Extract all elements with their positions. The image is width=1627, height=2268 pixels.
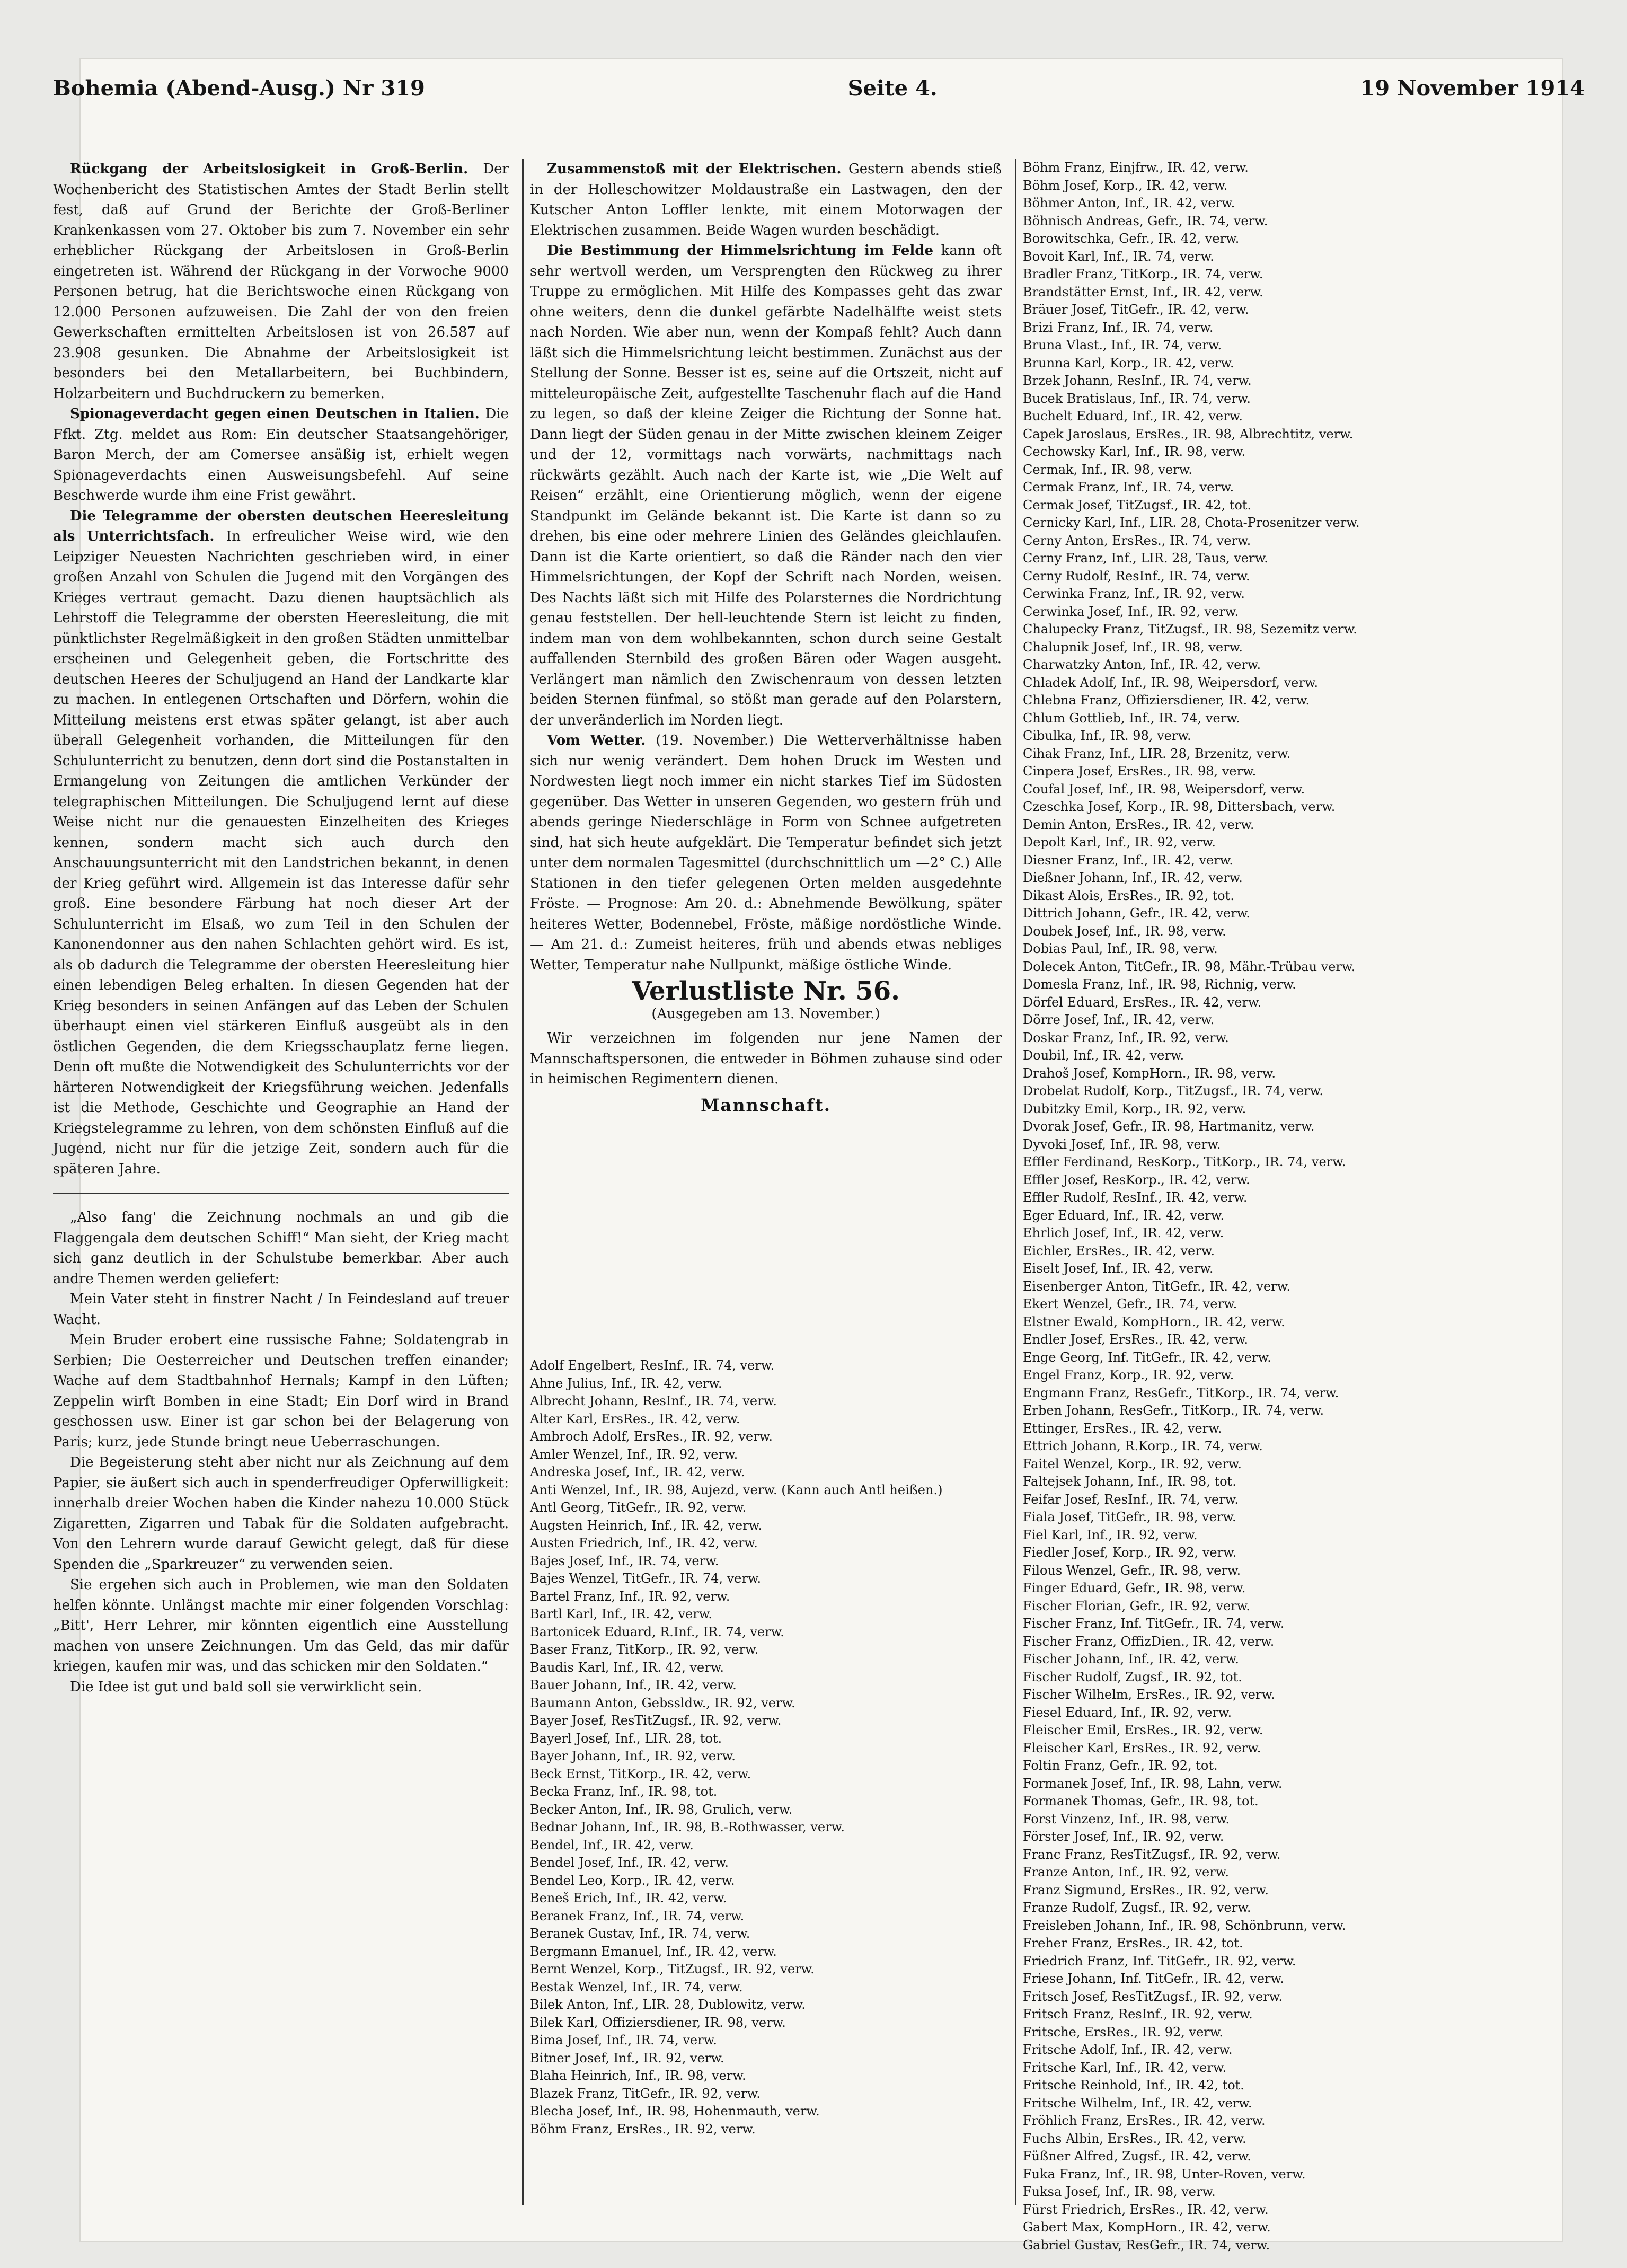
casualty-entry: Bradler Franz, TitKorp., IR. 74, verw. xyxy=(1023,267,1263,281)
column-divider xyxy=(522,159,524,2205)
casualty-entry: Cihak Franz, Inf., LIR. 28, Brzenitz, verw. xyxy=(1023,746,1291,761)
casualty-entry: Becker Anton, Inf., IR. 98, Grulich, verw. xyxy=(530,1802,793,1817)
casualty-entry: Fritsche Wilhelm, Inf., IR. 42, verw. xyxy=(1023,2095,1252,2111)
casualty-entry: Bajes Wenzel, TitGefr., IR. 74, verw. xyxy=(530,1571,762,1586)
casualty-entry: Cinpera Josef, ErsRes., IR. 98, verw. xyxy=(1023,764,1257,779)
casualty-entry: Dörfel Eduard, ErsRes., IR. 42, verw. xyxy=(1023,994,1262,1010)
casualty-entry: Ettrich Johann, R.Korp., IR. 74, verw. xyxy=(1023,1439,1263,1453)
casualty-entry: Capek Jaroslaus, ErsRes., IR. 98, Albrechtitz, verw. xyxy=(1023,426,1354,442)
casualty-entry: Dörre Josef, Inf., IR. 42, verw. xyxy=(1023,1012,1215,1027)
casualty-entry: Gabert Max, KompHorn., IR. 42, verw. xyxy=(1023,2220,1271,2235)
casualty-entry: Beneš Erich, Inf., IR. 42, verw. xyxy=(530,1891,727,1905)
casualty-entry: Faitel Wenzel, Korp., IR. 92, verw. xyxy=(1023,1456,1242,1471)
article-text: Mein Bruder erobert eine russische Fahne; Soldatengrab in Serbien; Die Oesterreicher und Deutschen treffen einander; Wache auf dem Stadtbahnhof Hernals; Kampf in den Lüften; Zeppelin wirft Bomben in eine Stadt; Ein Dorf wird in Brand geschossen usw. Einer ist gar schon bei der Belagerung von Paris; kurz, jede Stunde bringt neue Ueberraschungen. xyxy=(53,1332,509,1450)
casualty-entry: Becka Franz, Inf., IR. 98, tot. xyxy=(530,1784,718,1799)
casualty-entry: Adolf Engelbert, ResInf., IR. 74, verw. xyxy=(530,1358,775,1373)
column-1 xyxy=(53,159,509,2204)
casualty-entry: Fiel Karl, Inf., IR. 92, verw. xyxy=(1023,1527,1198,1542)
casualty-entry: Brunna Karl, Korp., IR. 42, verw. xyxy=(1023,355,1234,370)
casualty-entry: Buchelt Eduard, Inf., IR. 42, verw. xyxy=(1023,409,1243,423)
casualty-entry: Cibulka, Inf., IR. 98, verw. xyxy=(1023,728,1191,743)
casualty-entry: Fleischer Karl, ErsRes., IR. 92, verw. xyxy=(1023,1740,1261,1755)
casualty-entry: Bendel, Inf., IR. 42, verw. xyxy=(530,1837,694,1852)
casualty-entry: Cerwinka Josef, Inf., IR. 92, verw. xyxy=(1023,604,1239,619)
casualty-entry: Beranek Franz, Inf., IR. 74, verw. xyxy=(530,1908,745,1923)
casualty-entry: Effler Ferdinand, ResKorp., TitKorp., IR. 74, verw. xyxy=(1023,1154,1346,1169)
casualty-entry: Amler Wenzel, Inf., IR. 92, verw. xyxy=(530,1446,738,1462)
casualty-entry: Gabriel Gustav, ResGefr., IR. 74, verw. xyxy=(1023,2237,1270,2253)
casualty-entry: Bitner Josef, Inf., IR. 92, verw. xyxy=(530,2050,724,2066)
casualty-entry: Franz Sigmund, ErsRes., IR. 92, verw. xyxy=(1023,1882,1269,1898)
casualty-entry: Chladek Adolf, Inf., IR. 98, Weipersdorf, verw. xyxy=(1023,675,1319,690)
casualty-list-b xyxy=(1023,159,1468,2253)
article-paragraph xyxy=(530,730,1002,975)
casualty-entry: Beck Ernst, TitKorp., IR. 42, verw. xyxy=(530,1766,751,1781)
casualty-entry: Franze Rudolf, Zugsf., IR. 92, verw. xyxy=(1023,1900,1251,1915)
casualty-entry: Fiedler Josef, Korp., IR. 92, verw. xyxy=(1023,1545,1237,1560)
casualty-entry: Erben Johann, ResGefr., TitKorp., IR. 74, verw. xyxy=(1023,1403,1324,1418)
casualty-entry: Domesla Franz, Inf., IR. 98, Richnig, verw. xyxy=(1023,977,1296,992)
casualty-entry: Bruna Vlast., Inf., IR. 74, verw. xyxy=(1023,338,1222,352)
casualty-entry: Drobelat Rudolf, Korp., TitZugsf., IR. 74, verw. xyxy=(1023,1083,1323,1098)
casualty-list-a xyxy=(530,1357,1002,2205)
casualty-entry: Dubitzky Emil, Korp., IR. 92, verw. xyxy=(1023,1101,1246,1116)
article-text: Die Begeisterung steht aber nicht nur als Zeichnung auf dem Papier, sie äußert sich auch in spenderfreudiger Opferwilligkeit: innerhalb dreier Wochen haben die Kinder nahezu 10.000 Stück Zigaretten, Zigarren und Tabak für die Soldaten aufgebracht. Von den Lehrern wurde darauf Gewicht gelegt, daß für diese Spenden die „Sparkreuzer“ zu verwenden seien. xyxy=(53,1454,509,1573)
casualty-entry: Cermak, Inf., IR. 98, verw. xyxy=(1023,462,1192,477)
casualty-entry: Anti Wenzel, Inf., IR. 98, Aujezd, verw. (Kann auch Antl heißen.) xyxy=(530,1482,943,1497)
casualty-entry: Blazek Franz, TitGefr., IR. 92, verw. xyxy=(530,2086,761,2101)
casualty-entry: Bayer Johann, Inf., IR. 92, verw. xyxy=(530,1749,736,1763)
casualty-entry: Baser Franz, TitKorp., IR. 92, verw. xyxy=(530,1642,759,1657)
casualty-entry: Fischer Wilhelm, ErsRes., IR. 92, verw. xyxy=(1023,1687,1275,1702)
article-paragraph xyxy=(530,241,1002,730)
header-right: 19 November 1914 xyxy=(1360,76,1585,101)
casualty-entry: Ahne Julius, Inf., IR. 42, verw. xyxy=(530,1375,722,1391)
casualty-entry: Filous Wenzel, Gefr., IR. 98, verw. xyxy=(1023,1563,1241,1578)
casualty-entry: Bartonicek Eduard, R.Inf., IR. 74, verw. xyxy=(530,1624,784,1639)
casualty-entry: Andreska Josef, Inf., IR. 42, verw. xyxy=(530,1464,745,1479)
casualty-entry: Fürst Friedrich, ErsRes., IR. 42, verw. xyxy=(1023,2202,1269,2217)
article-paragraph xyxy=(530,159,1002,241)
article-headline: Rückgang der Arbeitslosigkeit in Groß-Berlin. xyxy=(70,161,483,177)
article-paragraph xyxy=(53,404,509,506)
casualty-entry: Blecha Josef, Inf., IR. 98, Hohenmauth, verw. xyxy=(530,2104,820,2119)
column-2 xyxy=(530,159,1002,973)
casualty-entry: Bergmann Emanuel, Inf., IR. 42, verw. xyxy=(530,1944,777,1959)
casualty-entry: Fischer Franz, Inf. TitGefr., IR. 74, verw. xyxy=(1023,1616,1285,1631)
casualty-entry: Friese Johann, Inf. TitGefr., IR. 42, verw. xyxy=(1023,1971,1284,1986)
casualty-entry: Fischer Franz, OffizDien., IR. 42, verw. xyxy=(1023,1634,1275,1649)
casualty-entry: Ambroch Adolf, ErsRes., IR. 92, verw. xyxy=(530,1429,773,1444)
casualty-entry: Feifar Josef, ResInf., IR. 74, verw. xyxy=(1023,1492,1239,1507)
article-text: In erfreulicher Weise wird, wie den Leipziger Neuesten Nachrichten geschrieben wird, in einer großen Anzahl von Schulen die Jugend mit den Vorgängen des Krieges vertraut gemacht. Dazu dienen hauptsächlich als Lehrstoff die Telegramme der obersten Heeresleitung, die mit pünktlichster Regelmäßigkeit in den großen Städten unmittelbar erscheinen und Gelegenheit geben, die Fortschritte des deutschen Heeres der Schuljugend an Hand der Landkarte klar zu machen. In entlegenen Ortschaften und Dörfern, wohin die Mitteilung meistens erst etwas später gelangt, ist aber auch überall Gelegenheit vorhanden, die Mitteilungen für den Schulunterricht zu benutzen, denn dort sind die Postanstalten in Ermangelung von Zeitungen die amtlichen Verkünder der telegraphischen Mitteilungen. Die Schuljugend lernt auf diese Weise nicht nur die genauesten Einzelheiten des Krieges kennen, sondern macht sich auch durch den Anschauungsunterricht mit den Landstrichen bekannt, in denen der Krieg geführt wird. Allgemein ist das Interesse dafür sehr groß. Eine besondere Färbung hat noch dieser Art der Schulunterricht im Elsaß, wo zum Teil in den Schulen der Kanonendonner aus den nahen Schlachten gehört wird. Es ist, als ob dadurch die Telegramme der obersten Heeresleitung hier einen lebendigen Beleg erhalten. In diesen Gegenden hat der Krieg besonders in seinen Anfängen auf das Leben der Schulen überhaupt einen viel stärkeren Einfluß ausgeübt als in den östlichen Gegenden, die dem Kriegsschauplatz ferne liegen. Denn oft mußte die Notwendigkeit des Schulunterrichts vor der härteren Notwendigkeit der Kriegsführung weichen. Jedenfalls ist die Methode, Geschichte und Geographie an Hand der Kriegstelegramme zu lehren, von dem schönsten Einfluß auf die Jugend, nicht nur für die jetzige Zeit, sondern auch für die späteren Jahre. xyxy=(53,528,509,1177)
article-paragraph xyxy=(53,1575,509,1677)
casualty-entry: Fleischer Emil, ErsRes., IR. 92, verw. xyxy=(1023,1723,1263,1737)
casualty-entry: Böhm Franz, ErsRes., IR. 92, verw. xyxy=(530,2121,756,2137)
article-text: Mein Vater steht in finstrer Nacht / In Feindesland auf treuer Wacht. xyxy=(53,1291,509,1328)
casualty-entry: Formanek Thomas, Gefr., IR. 98, tot. xyxy=(1023,1794,1259,1808)
casualty-entry: Baudis Karl, Inf., IR. 42, verw. xyxy=(530,1660,724,1675)
casualty-entry: Fritsche Adolf, Inf., IR. 42, verw. xyxy=(1023,2042,1233,2057)
article-headline: Vom Wetter. xyxy=(547,733,656,748)
casualty-entry: Bima Josef, Inf., IR. 74, verw. xyxy=(530,2033,717,2048)
casualty-entry: Fritsche Karl, Inf., IR. 42, verw. xyxy=(1023,2060,1227,2075)
article-text: Die Idee ist gut und bald soll sie verwirklicht sein. xyxy=(70,1679,422,1695)
casualty-entry: Cerny Rudolf, ResInf., IR. 74, verw. xyxy=(1023,568,1250,584)
casualty-entry: Chlum Gottlieb, Inf., IR. 74, verw. xyxy=(1023,710,1240,726)
article-headline: Die Bestimmung der Himmelsrichtung im Felde xyxy=(547,243,941,259)
casualty-entry: Effler Josef, ResKorp., IR. 42, verw. xyxy=(1023,1172,1250,1187)
casualty-entry: Demin Anton, ErsRes., IR. 42, verw. xyxy=(1023,817,1254,832)
casualty-entry: Brzek Johann, ResInf., IR. 74, verw. xyxy=(1023,373,1252,388)
casualty-entry: Förster Josef, Inf., IR. 92, verw. xyxy=(1023,1829,1224,1844)
casualty-entry: Cermak Josef, TitZugsf., IR. 42, tot. xyxy=(1023,497,1252,513)
article-paragraph xyxy=(53,1289,509,1330)
casualty-entry: Füßner Alfred, Zugsf., IR. 42, verw. xyxy=(1023,2149,1251,2164)
article-text: Der Wochenbericht des Statistischen Amtes der Stadt Berlin stellt fest, daß auf Grund der Berichte der Groß-Berliner Krankenkassen vom 27. Oktober bis zum 7. November ein sehr erheblicher Rückgang der Arbeitslosen in Groß-Berlin eingetreten ist. Während der Rückgang in der Vorwoche 9000 Personen betrug, hat die Berichtswoche einen Rückgang von 12.000 Personen aufzuweisen. Die Zahl der von den freien Gewerkschaften ermittelten Arbeitslosen ist von 26.587 auf 23.908 gesunken. Die Abnahme der Arbeitslosigkeit ist besonders bei den Metallarbeitern, bei Buchbindern, Holzarbeitern und Buchdruckern zu bemerken. xyxy=(53,161,509,402)
casualty-entry: Coufal Josef, Inf., IR. 98, Weipersdorf, verw. xyxy=(1023,781,1305,797)
casualty-entry: Fuksa Josef, Inf., IR. 98, verw. xyxy=(1023,2184,1216,2199)
article-text: „Also fang' die Zeichnung nochmals an und gib die Flaggengala dem deutschen Schiff!“ Man sieht, der Krieg macht sich ganz deutlich in der Schulstube bemerkbar. Aber auch andre Themen werden geliefert: xyxy=(53,1210,509,1287)
article-headline: Die Telegramme der obersten deutschen Heeresleitung als Unterrichtsfach. xyxy=(53,508,509,544)
casualty-entry: Bartl Karl, Inf., IR. 42, verw. xyxy=(530,1607,713,1621)
casualty-entry: Doskar Franz, Inf., IR. 92, verw. xyxy=(1023,1030,1229,1045)
casualty-entry: Bilek Anton, Inf., LIR. 28, Dublowitz, verw. xyxy=(530,1997,806,2012)
casualty-entry: Antl Georg, TitGefr., IR. 92, verw. xyxy=(530,1500,747,1515)
casualty-entry: Ekert Wenzel, Gefr., IR. 74, verw. xyxy=(1023,1296,1237,1311)
casualty-entry: Chalupnik Josef, Inf., IR. 98, verw. xyxy=(1023,639,1243,655)
casualty-entry: Bestak Wenzel, Inf., IR. 74, verw. xyxy=(530,1979,743,1995)
casualty-entry: Bajes Josef, Inf., IR. 74, verw. xyxy=(530,1553,719,1568)
casualty-entry: Fuka Franz, Inf., IR. 98, Unter-Roven, verw. xyxy=(1023,2166,1306,2182)
verlustliste xyxy=(530,973,1002,1349)
casualty-entry: Diesner Franz, Inf., IR. 42, verw. xyxy=(1023,852,1234,868)
casualty-entry: Fuchs Albin, ErsRes., IR. 42, verw. xyxy=(1023,2131,1246,2146)
casualty-entry: Drahoš Josef, KompHorn., IR. 98, verw. xyxy=(1023,1065,1276,1081)
casualty-entry: Böhm Franz, Einjfrw., IR. 42, verw. xyxy=(1023,160,1249,175)
casualty-entry: Endler Josef, ErsRes., IR. 42, verw. xyxy=(1023,1332,1249,1347)
casualty-entry: Brandstätter Ernst, Inf., IR. 42, verw. xyxy=(1023,284,1263,299)
casualty-entry: Franze Anton, Inf., IR. 92, verw. xyxy=(1023,1865,1229,1879)
article-text: Die Ffkt. Ztg. meldet aus Rom: Ein deutscher Staatsangehöriger, Baron Merch, der am Comersee ansäßig ist, erhielt wegen Spionageverdachts einen Ausweisungsbefehl. Auf seine Beschwerde wurde ihm eine Frist gewährt. xyxy=(53,406,509,504)
casualty-entry: Dikast Alois, ErsRes., IR. 92, tot. xyxy=(1023,888,1234,903)
casualty-entry: Charwatzky Anton, Inf., IR. 42, verw. xyxy=(1023,657,1261,672)
article-text: Gestern abends stieß in der Holleschowitzer Moldaustraße ein Lastwagen, den der Kutscher Anton Loffler lenkte, mit einem Motorwagen der Elektrischen zusammen. Beide Wagen wurden beschädigt. xyxy=(530,161,1002,239)
casualty-entry: Franc Franz, ResTitZugsf., IR. 92, verw. xyxy=(1023,1847,1281,1862)
casualty-entry: Faltejsek Johann, Inf., IR. 98, tot. xyxy=(1023,1474,1236,1489)
casualty-entry: Cerwinka Franz, Inf., IR. 92, verw. xyxy=(1023,586,1245,601)
section-heading: Mannschaft. xyxy=(701,1095,831,1115)
casualty-entry: Ehrlich Josef, Inf., IR. 42, verw. xyxy=(1023,1225,1224,1240)
casualty-entry: Borowitschka, Gefr., IR. 42, verw. xyxy=(1023,231,1240,246)
article-paragraph xyxy=(53,1677,509,1698)
casualty-entry: Fischer Johann, Inf., IR. 42, verw. xyxy=(1023,1652,1239,1666)
casualty-entry: Doubil, Inf., IR. 42, verw. xyxy=(1023,1048,1184,1063)
casualty-entry: Fritsche, ErsRes., IR. 92, verw. xyxy=(1023,2024,1224,2040)
separator-rule xyxy=(53,1193,509,1194)
casualty-entry: Bednar Johann, Inf., IR. 98, B.-Rothwasser, verw. xyxy=(530,1820,845,1834)
casualty-entry: Dvorak Josef, Gefr., IR. 98, Hartmanitz, verw. xyxy=(1023,1119,1315,1134)
casualty-entry: Beranek Gustav, Inf., IR. 74, verw. xyxy=(530,1926,750,1941)
header-center: Seite 4. xyxy=(847,76,938,101)
casualty-entry: Freher Franz, ErsRes., IR. 42, tot. xyxy=(1023,1936,1243,1951)
casualty-entry: Freisleben Johann, Inf., IR. 98, Schönbrunn, verw. xyxy=(1023,1918,1346,1933)
casualty-entry: Eisenberger Anton, TitGefr., IR. 42, verw. xyxy=(1023,1278,1290,1294)
casualty-entry: Cerny Franz, Inf., LIR. 28, Taus, verw. xyxy=(1023,551,1268,566)
casualty-entry: Forst Vinzenz, Inf., IR. 98, verw. xyxy=(1023,1811,1230,1826)
casualty-entry: Engel Franz, Korp., IR. 92, verw. xyxy=(1023,1367,1234,1382)
casualty-entry: Dittrich Johann, Gefr., IR. 42, verw. xyxy=(1023,906,1251,921)
casualty-entry: Blaha Heinrich, Inf., IR. 98, verw. xyxy=(530,2068,746,2083)
casualty-entry: Cernicky Karl, Inf., LIR. 28, Chota-Prosenitzer verw. xyxy=(1023,515,1360,530)
casualty-entry: Austen Friedrich, Inf., IR. 42, verw. xyxy=(530,1535,758,1550)
casualty-entry: Fischer Rudolf, Zugsf., IR. 92, tot. xyxy=(1023,1669,1242,1684)
casualty-entry: Elstner Ewald, KompHorn., IR. 42, verw. xyxy=(1023,1314,1285,1329)
casualty-entry: Czeschka Josef, Korp., IR. 98, Dittersbach, verw. xyxy=(1023,799,1336,814)
casualty-entry: Fritsch Josef, ResTitZugsf., IR. 92, verw. xyxy=(1023,1989,1283,2004)
casualty-entry: Bauer Johann, Inf., IR. 42, verw. xyxy=(530,1678,737,1692)
casualty-entry: Bucek Bratislaus, Inf., IR. 74, verw. xyxy=(1023,391,1251,406)
casualty-entry: Bayer Josef, ResTitZugsf., IR. 92, verw. xyxy=(530,1713,782,1728)
casualty-entry: Eiselt Josef, Inf., IR. 42, verw. xyxy=(1023,1261,1214,1276)
casualty-entry: Fiala Josef, TitGefr., IR. 98, verw. xyxy=(1023,1510,1236,1524)
article-paragraph xyxy=(53,1330,509,1452)
casualty-entry: Cermak Franz, Inf., IR. 74, verw. xyxy=(1023,480,1234,495)
casualty-entry: Chlebna Franz, Offiziersdiener, IR. 42, verw. xyxy=(1023,693,1310,708)
casualty-entry: Bayerl Josef, Inf., LIR. 28, tot. xyxy=(530,1731,722,1746)
casualty-entry: Doubek Josef, Inf., IR. 98, verw. xyxy=(1023,923,1226,939)
casualty-entry: Böhnisch Andreas, Gefr., IR. 74, verw. xyxy=(1023,213,1268,228)
casualty-entry: Fischer Florian, Gefr., IR. 92, verw. xyxy=(1023,1598,1250,1613)
casualty-entry: Böhm Josef, Korp., IR. 42, verw. xyxy=(1023,178,1228,193)
article-paragraph xyxy=(53,1207,509,1289)
casualty-entry: Bovoit Karl, Inf., IR. 74, verw. xyxy=(1023,249,1214,264)
article-text: Sie ergehen sich auch in Problemen, wie man den Soldaten helfen könnte. Unlängst machte mir einer folgenden Vorschlag: „Bitt', Herr Lehrer, mir könnten eigentlich eine Ausstellung machen von unsere Zeichnungen. Um das Geld, das mir dafür kriegen, kaufen mir was, und das schicken mir den Soldaten.“ xyxy=(53,1577,509,1674)
casualty-entry: Foltin Franz, Gefr., IR. 92, tot. xyxy=(1023,1758,1218,1773)
casualty-entry: Brizi Franz, Inf., IR. 74, verw. xyxy=(1023,320,1214,335)
casualty-entry: Chalupecky Franz, TitZugsf., IR. 98, Sezemitz verw. xyxy=(1023,622,1357,637)
casualty-entry: Finger Eduard, Gefr., IR. 98, verw. xyxy=(1023,1581,1246,1595)
casualty-entry: Augsten Heinrich, Inf., IR. 42, verw. xyxy=(530,1517,762,1533)
casualty-entry: Effler Rudolf, ResInf., IR. 42, verw. xyxy=(1023,1190,1248,1205)
verlustliste-title: Verlustliste Nr. 56. xyxy=(632,976,900,1006)
casualty-entry: Fiesel Eduard, Inf., IR. 92, verw. xyxy=(1023,1705,1232,1720)
verlustliste-subtitle: (Ausgegeben am 13. November.) xyxy=(651,1005,880,1022)
casualty-entry: Friedrich Franz, Inf. TitGefr., IR. 92, verw. xyxy=(1023,1953,1296,1969)
casualty-entry: Bräuer Josef, TitGefr., IR. 42, verw. xyxy=(1023,302,1249,317)
casualty-entry: Bartel Franz, Inf., IR. 92, verw. xyxy=(530,1589,730,1604)
verlustliste-intro: Wir verzeichnen im folgenden nur jene Namen der Mannschaftspersonen, die entweder in Böhmen zuhause sind oder in heimischen Regimentern dienen. xyxy=(530,1030,1002,1087)
casualty-entry: Bernt Wenzel, Korp., TitZugsf., IR. 92, verw. xyxy=(530,1962,815,1976)
casualty-entry: Böhmer Anton, Inf., IR. 42, verw. xyxy=(1023,196,1235,210)
casualty-entry: Bendel Leo, Korp., IR. 42, verw. xyxy=(530,1873,735,1888)
casualty-entry: Baumann Anton, Gebssldw., IR. 92, verw. xyxy=(530,1695,795,1710)
article-text: (19. November.) Die Wetterverhältnisse haben sich nur wenig verändert. Dem hohen Druck im Westen und Nordwesten liegt noch immer ein nicht starkes Tief im Südosten gegenüber. Das Wetter in unseren Gegenden, wo gestern früh und abends geringe Niederschläge in Form von Schnee aufgetreten sind, hat sich heute aufgeklärt. Die Temperatur befindet sich jetzt unter dem normalen Tagesmittel (durchschnittlich um —2° C.) Alle Stationen in den tiefer gelegenen Orten melden ausgedehnte Fröste. — Prognose: Am 20. d.: Abnehmende Bewölkung, später heiteres Wetter, Bodennebel, Fröste, mäßige nordöstliche Winde. — Am 21. d.: Zumeist heiteres, früh und abends etwas nebliges Wetter, Temperatur nahe Nullpunkt, mäßige östliche Winde. xyxy=(530,733,1002,973)
casualty-entry: Fritsche Reinhold, Inf., IR. 42, tot. xyxy=(1023,2078,1244,2093)
casualty-entry: Formanek Josef, Inf., IR. 98, Lahn, verw. xyxy=(1023,1776,1283,1791)
article-paragraph xyxy=(53,506,509,1180)
column-divider xyxy=(1015,159,1016,2205)
casualty-entry: Eichler, ErsRes., IR. 42, verw. xyxy=(1023,1243,1215,1258)
casualty-entry: Alter Karl, ErsRes., IR. 42, verw. xyxy=(530,1411,740,1426)
casualty-entry: Albrecht Johann, ResInf., IR. 74, verw. xyxy=(530,1393,777,1408)
article-paragraph xyxy=(53,159,509,404)
casualty-entry: Cechowsky Karl, Inf., IR. 98, verw. xyxy=(1023,444,1246,459)
casualty-entry: Enge Georg, Inf. TitGefr., IR. 42, verw. xyxy=(1023,1349,1271,1365)
casualty-entry: Engmann Franz, ResGefr., TitKorp., IR. 74, verw. xyxy=(1023,1385,1339,1400)
casualty-entry: Fröhlich Franz, ErsRes., IR. 42, verw. xyxy=(1023,2113,1266,2128)
casualty-entry: Depolt Karl, Inf., IR. 92, verw. xyxy=(1023,835,1216,850)
casualty-entry: Dobias Paul, Inf., IR. 98, verw. xyxy=(1023,941,1218,956)
casualty-entry: Dolecek Anton, TitGefr., IR. 98, Mähr.-Trübau verw. xyxy=(1023,959,1356,974)
casualty-entry: Cerny Anton, ErsRes., IR. 74, verw. xyxy=(1023,533,1251,548)
casualty-entry: Ettinger, ErsRes., IR. 42, verw. xyxy=(1023,1420,1222,1436)
article-text: kann oft sehr wertvoll werden, um Versprengten den Rückweg zu ihrer Truppe zu ermöglichen. Mit Hilfe des Kompasses geht das zwar ohne weiters, denn die dunkel gefärbte Nadelhälfte weist stets nach Norden. Wie aber nun, wenn der Kompaß fehlt? Auch dann läßt sich die Himmelsrichtung leicht bestimmen. Zunächst aus der Stellung der Sonne. Besser ist es, seine auf die Ortszeit, nicht auf mitteleuropäische Zeit, aufgestellte Taschenuhr flach auf die Hand zu legen, so daß der kleine Zeiger die Richtung der Sonne hat. Dann liegt der Süden genau in der Mitte zwischen kleinem Zeiger und der 12, vormittags nach vorwärts, nachmittags nach rückwärts gezählt. Auch nach der Karte ist, wie „Die Welt auf Reisen“ erzählt, eine Orientierung möglich, wenn der eigene Standpunkt im Gelände bekannt ist. Die Karte ist dann so zu drehen, bis eine oder mehrere Linien des Geländes gleichlaufen. Dann ist die Karte orientiert, so daß die Ränder nach den vier Himmelsrichtungen, der Kopf der Schrift nach Norden, weisen. Des Nachts läßt sich mit Hilfe des Polarsternes die Nordrichtung genau feststellen. Der hell-leuchtende Stern ist leicht zu finden, indem man von dem wohlbekannten, schon durch seine Gestalt auffallenden Sternbild des großen Bären oder Wagen ausgeht. Verlängert man nämlich den Zwischenraum von dessen letzten beiden Sternen fünfmal, so stößt man gerade auf den Polarstern, der unveränderlich im Norden liegt. xyxy=(530,243,1002,728)
casualty-entry: Bendel Josef, Inf., IR. 42, verw. xyxy=(530,1855,729,1870)
casualty-entry: Eger Eduard, Inf., IR. 42, verw. xyxy=(1023,1207,1224,1223)
casualty-entry: Bilek Karl, Offiziersdiener, IR. 98, verw. xyxy=(530,2015,786,2030)
header-left: Bohemia (Abend-Ausg.) Nr 319 xyxy=(53,76,425,101)
casualty-entry: Fritsch Franz, ResInf., IR. 92, verw. xyxy=(1023,2007,1253,2022)
casualty-entry: Dyvoki Josef, Inf., IR. 98, verw. xyxy=(1023,1136,1221,1152)
casualty-entry: Dießner Johann, Inf., IR. 42, verw. xyxy=(1023,870,1243,885)
article-headline: Spionageverdacht gegen einen Deutschen in Italien. xyxy=(70,406,485,422)
page-header xyxy=(53,64,1585,101)
article-headline: Zusammenstoß mit der Elektrischen. xyxy=(547,161,848,177)
article-paragraph xyxy=(53,1452,509,1575)
